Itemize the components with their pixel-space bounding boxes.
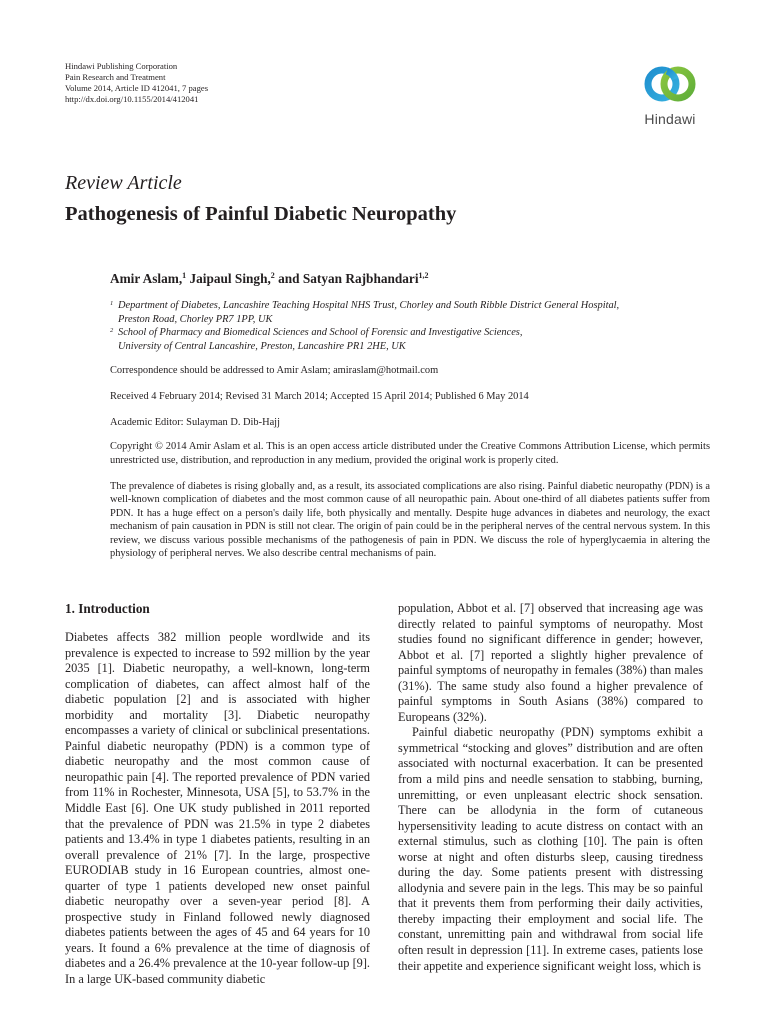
body-column-right bbox=[398, 601, 703, 974]
abstract: The prevalence of diabetes is rising globally and, as a result, its associated complications are also rising. Painful diabetic neuropathy (PDN) is a well-known complication of diabetes and the most common cause of all neuropathic pain. About one-third of all diabetes patients suffer from PDN. It has a huge effect on a person's daily life, both physically and mentally. Despite huge advances in diabetes and neurology, the exact mechanism of pain causation in PDN is still not clear. The origin of pain could be in the peripheral nerves of the central nervous system. In this review, we discuss various possible mechanisms of the pathogenesis of pain in PDN. We discuss the role of hyperglycaemia in altering the physiology of peripheral nerves. We also describe central mechanisms of pain. bbox=[110, 481, 710, 560]
body-paragraph: Painful diabetic neuropathy (PDN) symptoms exhibit a symmetrical “stocking and gloves” distribution and are often associated with nocturnal exacerbation. It can be presented from a mild pins and needle sensation to stabbing, burning, unremitting, or even unpleasant electric shock sensation. There can be allodynia in the form of cutaneous hypersensitivity leading to acute distress on contact with an external stimulus, such as clothing [10]. The pain is often worse at night and often disturbs sleep, causing tiredness during the day. Some patients present with distressing allodynia and severe pain in the legs. This may be so painful that it prevents them from performing their daily activities, thereby impacting their employment and social life. The constant, unremitting pain and withdrawal from social life often result in depression [11]. In extreme cases, patients lose their appetite and experience significant weight loss, which is bbox=[398, 725, 703, 973]
affiliation-item bbox=[110, 299, 710, 326]
affiliation-number: 1 bbox=[110, 300, 114, 307]
correspondence: Correspondence should be addressed to Amir Aslam; amiraslam@hotmail.com bbox=[110, 365, 439, 376]
author-affil-ref: 1 bbox=[182, 271, 187, 280]
body-column-left bbox=[65, 630, 370, 988]
affiliation-item bbox=[110, 326, 710, 353]
body-paragraph: population, Abbot et al. [7] observed that increasing age was directly related to painful symptoms of neuropathy. Most studies found no significant difference in gender; however, Abbot et al. [7] reported a slightly higher prevalence of painful symptoms of neuropathy in females (38%) than males (31%). The same study also found a higher prevalence of painful symptoms in South Asians (38%) compared to Europeans (32%). bbox=[398, 601, 703, 724]
section-heading: 1. Introduction bbox=[65, 601, 150, 616]
affiliation-line: Preston Road, Chorley PR7 1PP, UK bbox=[118, 313, 273, 325]
affiliation-line: School of Pharmacy and Biomedical Sciences and School of Forensic and Investigative Sciences, bbox=[118, 327, 523, 339]
author-affil-ref: 2 bbox=[270, 271, 275, 280]
affiliations bbox=[110, 299, 710, 353]
doi-link[interactable]: http://dx.doi.org/10.1155/2014/412041 bbox=[65, 94, 199, 104]
copyright-notice: Copyright © 2014 Amir Aslam et al. This is an open access article distributed under the Creative Commons Attribution License, which permits unrestricted use, distribution, and reproduction in any medium, provided the original work is properly cited. bbox=[110, 441, 710, 466]
body-paragraph: Diabetes affects 382 million people wordlwide and its prevalence is expected to increase to 592 million by the year 2035 [1]. Diabetic neuropathy, a well-known, long-term complication of diabetes, can affect almost half of the diabetic population [2] and is associated with higher morbidity and mortality [3]. Diabetic neuropathy encompasses a variety of clinical or subclinical presentations. Painful diabetic neuropathy (PDN) is a common type of diabetic neuropathy and the most common cause of neuropathic pain [4]. The reported prevalence of PDN varied from 11% in Rochester, Minnesota, USA [5], to 53.7% in the Middle East [6]. One UK study published in 2011 reported that the prevalence of PDN was 21.5% in type 2 diabetes patients and 13.4% in type 1 diabetes patients, resulting in an overall prevalence of 21% [7]. In the large, prospective EURODIAB study in 16 European countries, almost one-quarter of type 1 patients developed new onset painful diabetic neuropathy over a seven-year period [8]. A prospective study in Finland followed newly diagnosed diabetes patients between the ages of 45 and 64 years for 10 years. It found a 6% prevalence at the time of diagnosis of diabetes and a 26.4% prevalence at the 10-year follow-up [9]. In a large UK-based community diabetic bbox=[65, 630, 370, 987]
affiliation-line: University of Central Lancashire, Preston, Lancashire PR1 2HE, UK bbox=[118, 340, 406, 352]
academic-editor: Academic Editor: Sulayman D. Dib-Hajj bbox=[110, 417, 280, 428]
affiliation-line: Department of Diabetes, Lancashire Teaching Hospital NHS Trust, Chorley and South Ribble District General Hospital, bbox=[118, 300, 620, 311]
volume-line: Volume 2014, Article ID 412041, 7 pages bbox=[65, 83, 209, 93]
journal-info bbox=[65, 61, 208, 105]
hindawi-rings-icon bbox=[641, 58, 699, 110]
author-affil-ref: 1,2 bbox=[418, 271, 429, 280]
logo-wordmark: Hindawi bbox=[644, 111, 696, 127]
author-list bbox=[110, 271, 429, 287]
journal-name: Pain Research and Treatment bbox=[65, 72, 166, 82]
affiliation-number: 2 bbox=[110, 327, 114, 335]
author-name: Jaipaul Singh, bbox=[189, 271, 271, 286]
publisher-name: Hindawi Publishing Corporation bbox=[65, 61, 178, 71]
hindawi-logo bbox=[632, 58, 708, 138]
article-type: Review Article bbox=[65, 172, 182, 194]
author-name: Amir Aslam, bbox=[110, 271, 183, 286]
article-dates: Received 4 February 2014; Revised 31 March 2014; Accepted 15 April 2014; Published 6 May 2014 bbox=[110, 391, 529, 402]
author-name: and Satyan Rajbhandari bbox=[278, 271, 419, 286]
article-title: Pathogenesis of Painful Diabetic Neuropathy bbox=[65, 203, 457, 225]
